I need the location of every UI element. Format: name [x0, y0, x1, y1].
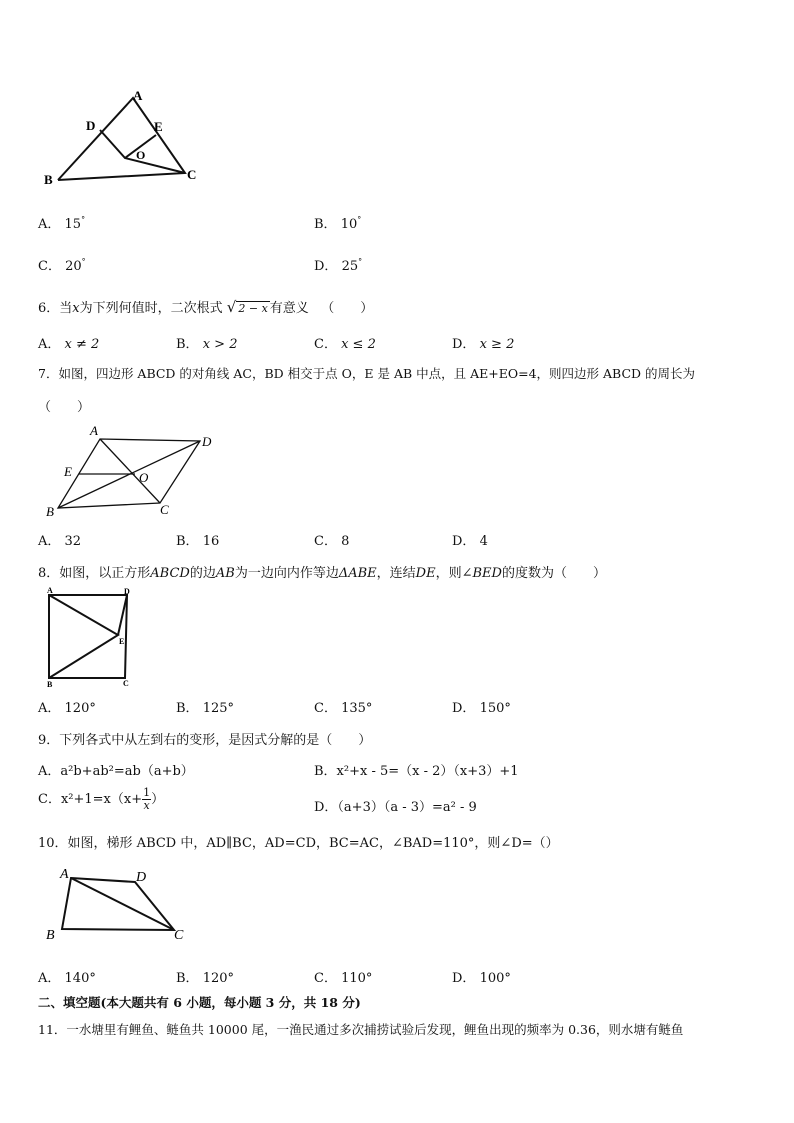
- fig8-label-d: D: [124, 587, 130, 596]
- fig7-label-e: E: [64, 464, 72, 479]
- q8-option-b: B． 125°: [176, 701, 235, 716]
- fig5-label-c: C: [187, 167, 197, 182]
- q9-option-d: D．（a+3）（a - 3）=a² - 9: [314, 800, 477, 815]
- fig10-label-b: B: [46, 928, 55, 943]
- question-6: 6．当x为下列何值时，二次根式 √ 2 − x 有意义 （ ）: [38, 298, 374, 316]
- q5-option-b: B． 10°: [314, 215, 362, 232]
- fig8-label-c: C: [123, 679, 129, 688]
- figure-q10-trapezoid: [40, 862, 200, 947]
- q6-option-b: B． x > 2: [176, 337, 238, 352]
- q9-option-a: A．a²b+ab²=ab（a+b）: [38, 764, 194, 779]
- q5-option-c: C． 20°: [38, 257, 86, 274]
- q6-option-c: C． x ≤ 2: [314, 337, 376, 352]
- fig5-label-o: O: [136, 148, 146, 162]
- q9-option-c: C．x²+1=x（x+ $\frac{1}{x}$ ）: [38, 786, 165, 812]
- fig5-label-b: B: [44, 172, 53, 187]
- q10-option-c: C． 110°: [314, 971, 373, 986]
- q6-option-a: A． x ≠ 2: [38, 337, 100, 352]
- fig7-label-a: A: [90, 423, 98, 438]
- fraction-1-over-x: $\frac{1}{x}$: [143, 786, 151, 812]
- question-9: 9．下列各式中从左到右的变形，是因式分解的是（ ）: [38, 733, 372, 748]
- fig7-label-b: B: [46, 504, 54, 517]
- fig8-label-a: A: [47, 586, 53, 595]
- q6-option-d: D． x ≥ 2: [452, 337, 515, 352]
- fig10-label-d: D: [136, 870, 147, 885]
- section-2-heading: 二、填空题(本大题共有 6 小题，每小题 3 分，共 18 分): [38, 995, 361, 1010]
- q7-option-c: C． 8: [314, 534, 350, 549]
- fig10-label-c: C: [174, 928, 184, 943]
- fig7-label-c: C: [160, 502, 169, 517]
- fig5-label-d: D: [86, 118, 96, 133]
- sqrt-expression: √ 2 − x: [226, 298, 268, 316]
- figure-q8-square: [40, 585, 140, 690]
- fig5-label-e: E: [154, 119, 163, 134]
- fig7-label-o: O: [139, 470, 149, 485]
- question-10: 10．如图，梯形 ABCD 中，AD∥BC，AD=CD，BC=AC，∠BAD=110°，则∠D=（）: [38, 836, 559, 851]
- q7-option-d: D． 4: [452, 534, 488, 549]
- figure-q5-triangle: [38, 85, 208, 190]
- q5-option-d: D． 25°: [314, 257, 363, 274]
- q8-option-a: A． 120°: [38, 701, 96, 716]
- fig8-label-e: E: [119, 637, 125, 646]
- question-7-line2: （ ）: [38, 400, 91, 415]
- fig5-label-a: A: [133, 88, 143, 103]
- question-7-line1: 7．如图，四边形 ABCD 的对角线 AC，BD 相交于点 O，E 是 AB 中点，且 AE+EO=4，则四边形 ABCD 的周长为: [38, 366, 696, 381]
- fig10-label-a: A: [60, 867, 69, 882]
- question-11: 11．一水塘里有鲤鱼、鲢鱼共 10000 尾，一渔民通过多次捕捞试验后发现，鲤鱼出现的频率为 0.36，则水塘有鲢鱼: [38, 1022, 684, 1037]
- q9-option-b: B．x²+x - 5=（x - 2）（x+3）+1: [314, 764, 519, 779]
- fig7-label-d: D: [202, 434, 212, 449]
- q10-option-a: A． 140°: [38, 971, 96, 986]
- figure-q7-parallelogram: [40, 422, 230, 517]
- q8-option-c: C． 135°: [314, 701, 373, 716]
- question-8: 8．如图，以正方形ABCD的边AB为一边向内作等边ΔABE，连结DE，则∠BED的度数为（ ）: [38, 566, 606, 581]
- q7-option-a: A． 32: [38, 534, 82, 549]
- q5-option-a: A． 15°: [38, 215, 86, 232]
- fig8-label-b: B: [47, 680, 53, 689]
- q10-option-d: D． 100°: [452, 971, 511, 986]
- q10-option-b: B． 120°: [176, 971, 235, 986]
- q8-option-d: D． 150°: [452, 701, 511, 716]
- q7-option-b: B． 16: [176, 534, 220, 549]
